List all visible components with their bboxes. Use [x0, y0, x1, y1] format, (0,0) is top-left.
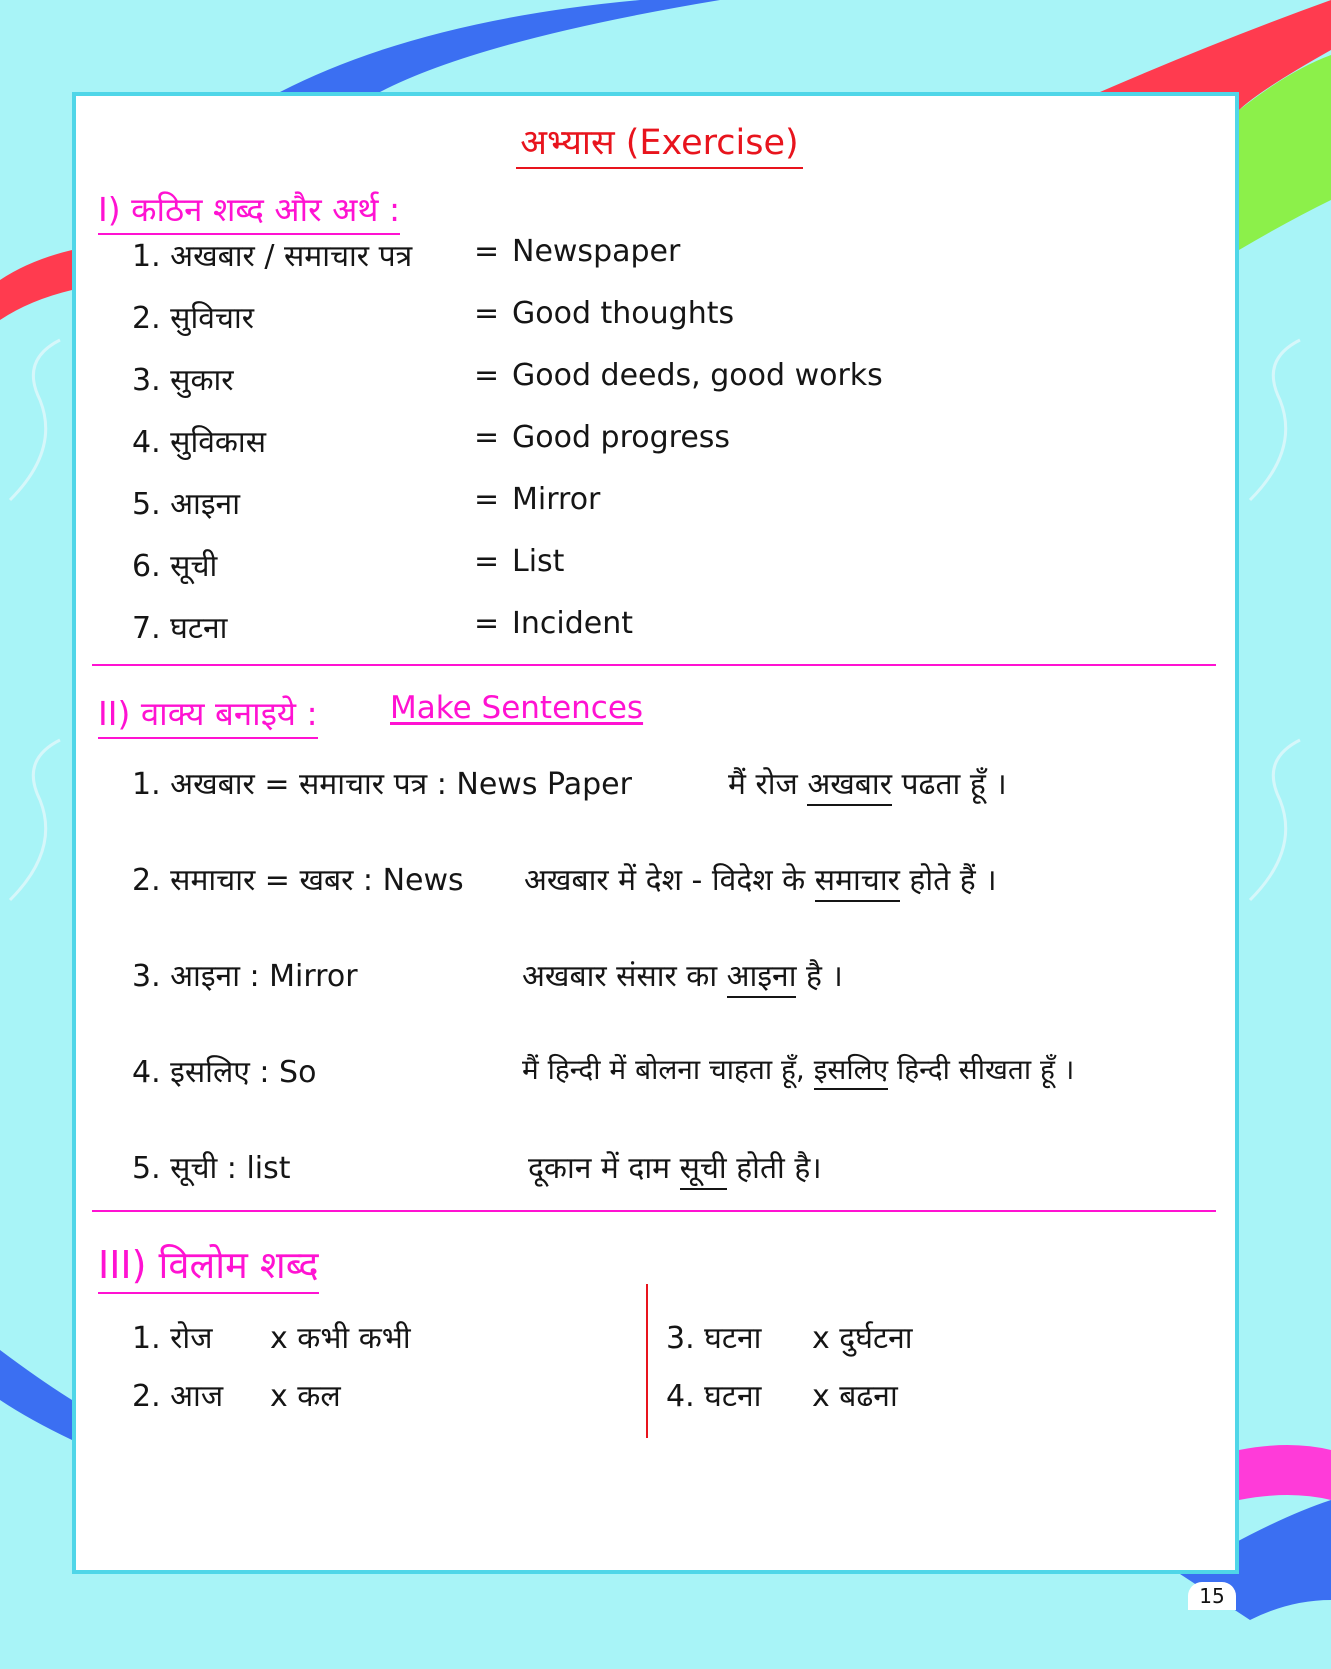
vocab-meaning: = Good deeds, good works: [474, 358, 883, 393]
sentence-keyword: अखबार: [807, 767, 892, 806]
section-2-subheading: Make Sentences: [390, 690, 644, 726]
vocab-word: 2. सुविचार: [132, 301, 254, 336]
example-sentence: अखबार संसार का आइना है ।: [522, 954, 843, 995]
vocab-word: 6. सूची: [132, 549, 218, 584]
antonym-opposite: x कभी कभी: [270, 1321, 411, 1356]
section-2-heading: II) वाक्य बनाइये :: [98, 690, 318, 739]
vocab-word: 4. सुविकास: [132, 425, 266, 460]
top-blue-swoosh: [280, 0, 720, 92]
antonym-word: 4. घटना: [666, 1379, 762, 1414]
sentence-keyword: समाचार: [815, 863, 900, 902]
sentence-term: 3. आइना : Mirror: [132, 959, 358, 994]
sentence-keyword: आइना: [727, 959, 797, 998]
antonym-word: 3. घटना: [666, 1321, 762, 1356]
vocab-meaning: = List: [474, 544, 565, 579]
antonym-opposite: x कल: [270, 1379, 341, 1414]
antonym-word: 1. रोज: [132, 1321, 213, 1356]
section-3-heading: III) विलोम शब्द: [98, 1238, 319, 1294]
section-1-heading: I) कठिन शब्द और अर्थ :: [98, 186, 400, 235]
antonym-word: 2. आज: [132, 1379, 224, 1414]
left-red-swoosh: [0, 250, 72, 320]
example-sentence: दूकान में दाम सूची होती है।: [528, 1146, 822, 1187]
vocab-meaning: = Mirror: [474, 482, 601, 517]
sentence-term: 4. इसलिए : So: [132, 1055, 317, 1090]
sentence-keyword: सूची: [680, 1151, 727, 1190]
example-sentence: मैं रोज अखबार पढता हूँ ।: [728, 762, 1007, 803]
sentence-term: 1. अखबार = समाचार पत्र : News Paper: [132, 767, 632, 802]
example-sentence: अखबार में देश - विदेश के समाचार होते हैं ।: [524, 858, 997, 899]
column-divider: [646, 1284, 648, 1438]
vocab-meaning: = Newspaper: [474, 234, 681, 269]
right-magenta-swoosh: [1239, 1445, 1331, 1500]
vocab-meaning: = Incident: [474, 606, 633, 641]
vocab-word: 1. अखबार / समाचार पत्र: [132, 239, 413, 274]
section-divider: [92, 1210, 1216, 1212]
left-blue-swoosh: [0, 1350, 72, 1440]
page-title: [76, 118, 1243, 165]
vocab-word: 3. सुकार: [132, 363, 234, 398]
section-divider: [92, 664, 1216, 666]
sentence-term: 5. सूची : list: [132, 1151, 291, 1186]
exercise-card: [72, 92, 1239, 1574]
example-sentence: मैं हिन्दी में बोलना चाहता हूँ, इसलिए हिन्दी सीखता हूँ ।: [522, 1050, 1074, 1088]
page-title-text: अभ्यास (Exercise): [516, 123, 802, 169]
vocab-word: 5. आइना: [132, 487, 240, 522]
vocab-meaning: = Good thoughts: [474, 296, 735, 331]
vocab-word: 7. घटना: [132, 611, 228, 646]
page-number: 15: [1188, 1582, 1236, 1610]
vocab-meaning: = Good progress: [474, 420, 731, 455]
sentence-term: 2. समाचार = खबर : News: [132, 863, 464, 898]
antonym-opposite: x बढना: [812, 1379, 898, 1414]
sentence-keyword: इसलिए: [814, 1053, 888, 1090]
antonym-opposite: x दुर्घटना: [812, 1321, 913, 1356]
